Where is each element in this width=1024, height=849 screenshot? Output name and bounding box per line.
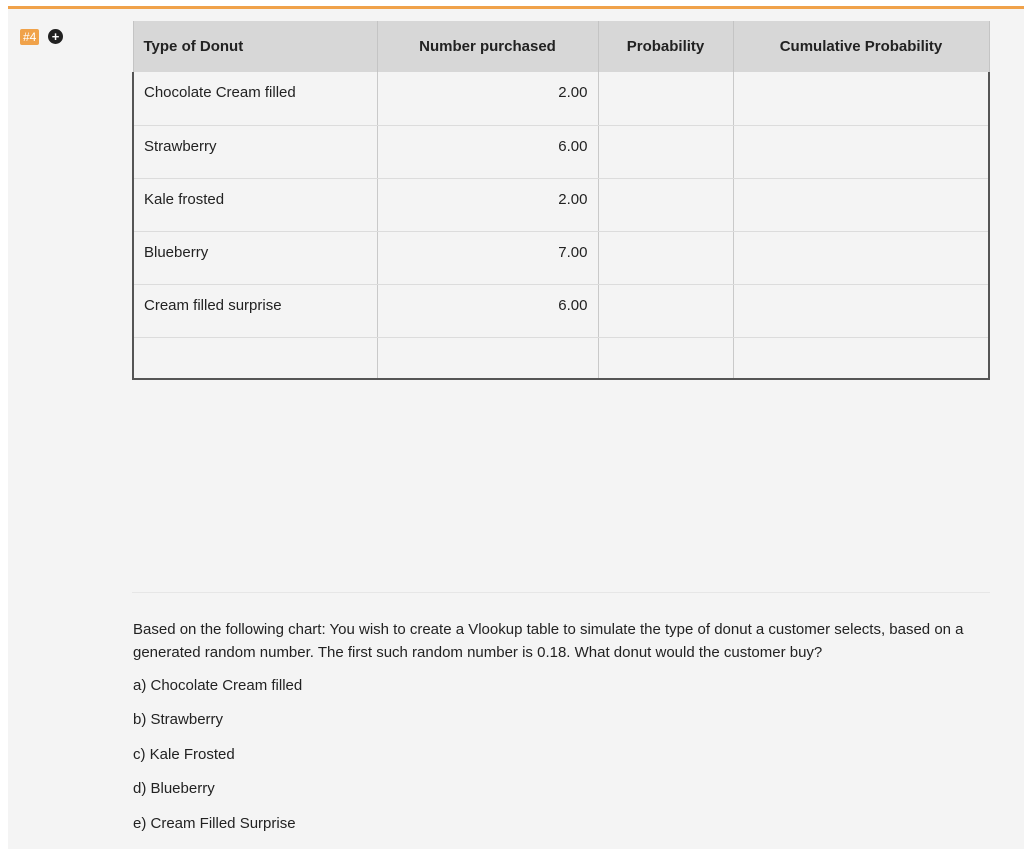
table-row: [133, 284, 989, 337]
option-d[interactable]: d) Blueberry: [133, 780, 215, 798]
cell-number-purchased: 2.00: [377, 72, 598, 125]
option-e[interactable]: e) Cream Filled Surprise: [133, 814, 296, 832]
option-c[interactable]: c) Kale Frosted: [133, 745, 235, 763]
cell-cumulative-probability[interactable]: [733, 337, 989, 379]
cell-cumulative-probability[interactable]: [733, 72, 989, 125]
header-probability: Probability: [598, 21, 733, 72]
header-number-purchased: Number purchased: [377, 21, 598, 72]
question-number-badge: #4: [20, 29, 39, 45]
cell-probability[interactable]: [598, 231, 733, 284]
table-row: [133, 72, 989, 125]
cell-probability[interactable]: [598, 125, 733, 178]
cell-number-purchased: 6.00: [377, 284, 598, 337]
cell-donut-type: Cream filled surprise: [133, 284, 377, 337]
table-header-row: [133, 21, 989, 72]
cell-donut-type: Blueberry: [133, 231, 377, 284]
cell-probability[interactable]: [598, 337, 733, 379]
cell-number-purchased[interactable]: [377, 337, 598, 379]
cell-donut-type: Chocolate Cream filled: [133, 72, 377, 125]
answer-options: [133, 675, 302, 847]
plus-circle-icon[interactable]: +: [48, 29, 63, 44]
cell-number-purchased: 2.00: [377, 178, 598, 231]
table-row: [133, 231, 989, 284]
table-row: [133, 125, 989, 178]
cell-cumulative-probability[interactable]: [733, 284, 989, 337]
cell-number-purchased: 6.00: [377, 125, 598, 178]
cell-cumulative-probability[interactable]: [733, 178, 989, 231]
cell-probability[interactable]: [598, 284, 733, 337]
cell-donut-type: Strawberry: [133, 125, 377, 178]
cell-cumulative-probability[interactable]: [733, 125, 989, 178]
cell-cumulative-probability[interactable]: [733, 231, 989, 284]
question-text: Based on the following chart: You wish to create a Vlookup table to simulate the type of donut a customer selects, based on a generated random number. The first such random number is 0.18. What donut would the customer buy?: [133, 621, 964, 661]
donut-table: [132, 21, 990, 380]
table-row: [133, 337, 989, 379]
header-type-of-donut: Type of Donut: [133, 21, 377, 72]
divider: [132, 592, 990, 593]
option-a[interactable]: a) Chocolate Cream filled: [133, 677, 303, 694]
cell-number-purchased: 7.00: [377, 231, 598, 284]
cell-probability[interactable]: [598, 72, 733, 125]
cell-donut-type: Kale frosted: [133, 178, 377, 231]
cell-probability[interactable]: [598, 178, 733, 231]
option-b[interactable]: b) Strawberry: [133, 711, 224, 729]
cell-donut-type[interactable]: [133, 337, 377, 379]
header-cumulative-probability: Cumulative Probability: [733, 21, 989, 72]
table-row: [133, 178, 989, 231]
